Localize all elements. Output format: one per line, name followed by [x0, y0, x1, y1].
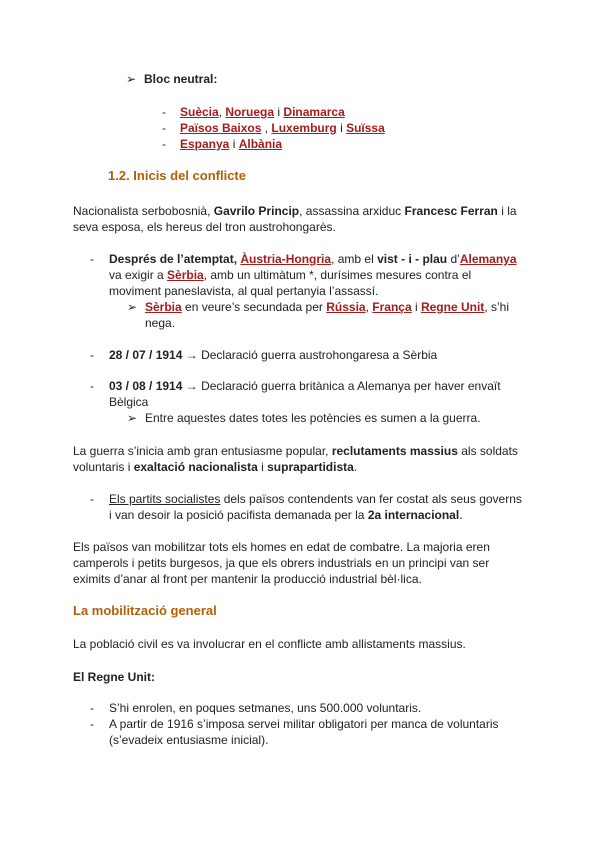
mobilitzacio-heading: La mobilització general — [73, 603, 217, 618]
item1-line-2 — [109, 267, 471, 283]
link-franca[interactable]: França — [372, 300, 412, 314]
neutral-row-3 — [180, 136, 282, 152]
item4-line-1 — [109, 491, 522, 507]
link-suissa[interactable]: Suïssa — [346, 121, 385, 135]
dash-bullet: - — [162, 121, 166, 135]
intro-line-2: seva esposa, els hereus del tron austrohongarès. — [73, 220, 336, 234]
neutral-row-1 — [180, 104, 345, 120]
text: va exigir a — [109, 268, 168, 282]
text: i van desoir la posició pacifista demanada per la — [109, 508, 368, 522]
dash-bullet: - — [90, 348, 94, 362]
dash-bullet: - — [90, 717, 94, 731]
link-russia[interactable]: Rússia — [326, 300, 366, 314]
link-albania[interactable]: Albània — [238, 137, 283, 151]
item1-line-3: moviment paneslavista, al qual pertanyia l’assassí. — [109, 284, 379, 298]
text: Els partits socialistes — [109, 492, 221, 506]
text: , — [218, 105, 226, 119]
text: i la — [497, 204, 517, 218]
text: Després de l’atemptat, — [109, 252, 241, 266]
item2-line — [109, 347, 437, 363]
text: vist - i - plau — [377, 252, 448, 266]
regne-unit-item-2a: A partir de 1916 s’imposa servei militar obligatori per manca de voluntaris — [109, 717, 499, 731]
text: i — [274, 105, 284, 119]
link-espanya[interactable]: Espanya — [180, 137, 230, 151]
dash-bullet: - — [162, 105, 166, 119]
text: . — [353, 460, 358, 474]
text: i — [336, 121, 347, 135]
intro-line-1 — [73, 203, 517, 219]
text: Nacionalista serbobosnià, — [73, 204, 214, 218]
text: 2a internacional — [367, 508, 460, 522]
name-francesc: Francesc Ferran — [404, 204, 498, 218]
text: La guerra s’inicia amb gran entusiasme popular, — [73, 444, 332, 458]
dash-bullet: - — [90, 701, 94, 715]
text: suprapartidista — [267, 460, 354, 474]
dash-bullet: - — [90, 379, 94, 393]
para1-line-1 — [73, 443, 518, 459]
bloc-neutral-label: Bloc neutral: — [144, 72, 218, 86]
text: dels països contendents van fer costat als seus governs — [220, 492, 522, 506]
link-luxemburg[interactable]: Luxemburg — [271, 121, 337, 135]
item4-line-2 — [109, 507, 463, 523]
text: , amb un ultimàtum *, durísimes mesures contra el — [203, 268, 472, 282]
link-suecia[interactable]: Suècia — [180, 105, 219, 119]
date: 03 / 08 / 1914 — [109, 379, 183, 393]
text: exaltació nacionalista — [133, 460, 258, 474]
link-paisos-baixos[interactable]: Països Baixos — [180, 121, 262, 135]
item1-sub-line-2: nega. — [145, 316, 176, 330]
item3-line-1 — [109, 378, 501, 394]
text: , — [261, 121, 272, 135]
para2-line-1: Els països van mobilitzar tots els homes en edat de combatre. La majoria eren — [73, 540, 490, 554]
text: . — [459, 508, 463, 522]
text: d’ — [447, 252, 460, 266]
item3-line-2: Bèlgica — [109, 395, 149, 409]
text: en veure’s secundada per — [181, 300, 327, 314]
link-regne-unit[interactable]: Regne Unit — [420, 300, 485, 314]
text: , assassina arxiduc — [299, 204, 405, 218]
regne-unit-heading: El Regne Unit: — [73, 670, 156, 684]
arrow-bullet-icon: ➢ — [127, 300, 138, 314]
link-serbia[interactable]: Sèrbia — [167, 268, 204, 282]
dash-bullet: - — [162, 137, 166, 151]
text: i — [229, 137, 239, 151]
text: als soldats — [457, 444, 518, 458]
mobilitzacio-text: La població civil es va involucrar en el conflicte amb allistaments massius. — [73, 637, 466, 651]
item1-line-1 — [109, 251, 517, 267]
link-alemanya[interactable]: Alemanya — [459, 252, 517, 266]
para2-line-2: camperols i petits burgesos, ja que els obrers industrials en un principi van ser — [73, 556, 490, 570]
text: , s’hi — [484, 300, 509, 314]
name-gavrilo: Gavrilo Princip — [213, 204, 300, 218]
text: i — [411, 300, 421, 314]
link-austria-hongria[interactable]: Àustria-Hongria — [240, 252, 332, 266]
text: → Declaració guerra britànica a Alemanya per haver envaït — [182, 379, 501, 393]
section-heading: 1.2. Inicis del conflicte — [108, 168, 246, 183]
regne-unit-item-1: S’hi enrolen, en poques setmanes, uns 500.000 voluntaris. — [109, 701, 422, 715]
text: , — [365, 300, 373, 314]
date: 28 / 07 / 1914 — [109, 348, 183, 362]
dash-bullet: - — [90, 252, 94, 266]
item3-sub: Entre aquestes dates totes les potències es sumen a la guerra. — [145, 411, 481, 425]
text: voluntaris i — [73, 460, 134, 474]
text: , amb el — [331, 252, 378, 266]
link-dinamarca[interactable]: Dinamarca — [283, 105, 345, 119]
neutral-row-2 — [180, 120, 385, 136]
dash-bullet: - — [90, 492, 94, 506]
link-serbia-2[interactable]: Sèrbia — [145, 300, 182, 314]
text: i — [257, 460, 268, 474]
item1-sub-line-1 — [145, 299, 509, 315]
link-noruega[interactable]: Noruega — [225, 105, 275, 119]
regne-unit-item-2b: (s’evadeix entusiasme inicial). — [109, 733, 269, 747]
arrow-bullet-icon: ➢ — [126, 72, 137, 86]
para1-line-2 — [73, 459, 357, 475]
text: → Declaració guerra austrohongaresa a Sèrbia — [182, 348, 438, 362]
arrow-bullet-icon: ➢ — [127, 411, 138, 425]
para2-line-3: eximits d’anar al front per mantenir la producció industrial bèl·lica. — [73, 572, 422, 586]
text: reclutaments massius — [331, 444, 458, 458]
